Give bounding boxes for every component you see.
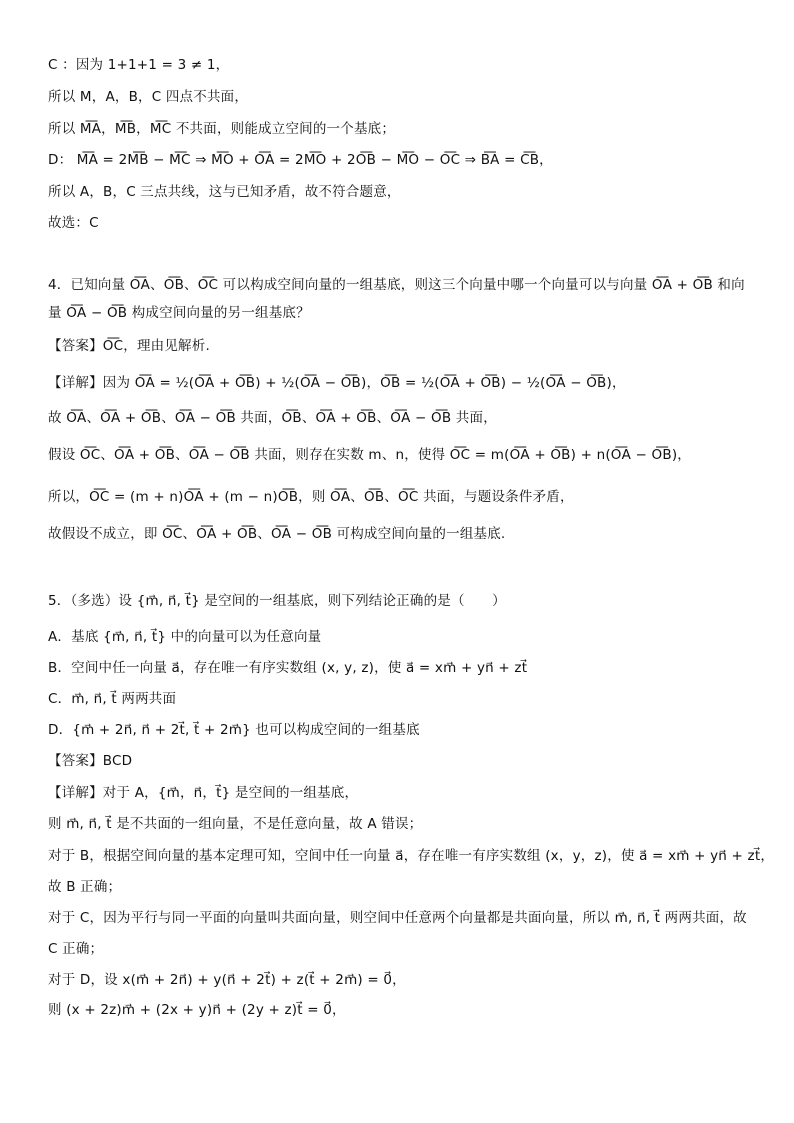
detail-5-line-1: 【详解】对于 A，{m⃗，n⃗，t⃗} 是空间的一组基底， [48,785,359,801]
detail-5-line-6: C 正确； [48,941,104,957]
detail-5-line-5: 对于 C，因为平行与同一平面的向量叫共面向量，则空间中任意两个向量都是共面向量，所以 m⃗, n⃗, t⃗ 两两共面，故 [48,910,747,926]
detail-5-line-2: 则 m⃗, n⃗, t⃗ 是不共面的一组向量，不是任意向量，故 A 错误； [48,816,423,832]
answer-4: 【答案】O͞C，理由见解析. [48,338,210,354]
detail-5-line-4: 故 B 正确； [48,879,122,895]
question-4-line-1: 4．已知向量 O͞A、O͞B、O͞C 可以构成空间向量的一组基底，则这三个向量中哪一个向量可以与向量 O͞A + O͞B 和向 [48,277,745,293]
detail-4-line-4: 所以，O͞C = (m + n)O͞A + (m − n)O͞B，则 O͞A、O͞B、O͞C 共面，与题设条件矛盾， [48,489,574,505]
text-line-c-reason: C ：因为 1+1+1 = 3 ≠ 1， [48,57,230,73]
option-c: C．m⃗, n⃗, t⃗ 两两共面 [48,691,177,707]
text-line-d-derivation: D： M͞A = 2M͞B − M͞C ⇒ M͞O + O͞A = 2M͞O + 2O͞B − M͞O − O͞C ⇒ B͞A = C͞B， [48,152,553,168]
option-d: D．{m⃗ + 2n⃗, n⃗ + 2t⃗, t⃗ + 2m⃗} 也可以构成空间的一组基底 [48,722,420,738]
detail-4-line-2: 故 O͞A、O͞A + O͞B、O͞A − O͞B 共面，O͞B、O͞A + O͞B、O͞A − O͞B 共面， [48,410,497,426]
detail-4-line-1: 【详解】因为 O͞A = ½(O͞A + O͞B) + ½(O͞A − O͞B)，O͞B = ½(O͞A + O͞B) − ½(O͞A − O͞B)， [48,375,626,391]
text-line-not-coplanar-points: 所以 M，A，B，C 四点不共面， [48,89,249,105]
question-5: 5．（多选）设 {m⃗, n⃗, t⃗} 是空间的一组基底，则下列结论正确的是（ ） [48,593,506,609]
text-line-answer-c: 故选：C [48,215,99,231]
text-line-collinear: 所以 A，B，C 三点共线，这与已知矛盾，故不符合题意， [48,184,401,200]
detail-5-line-7: 对于 D，设 x(m⃗ + 2n⃗) + y(n⃗ + 2t⃗) + z(t⃗ + 2m⃗) = 0⃗， [48,972,406,988]
option-a: A．基底 {m⃗, n⃗, t⃗} 中的向量可以为任意向量 [48,629,322,645]
detail-5-line-8: 则 (x + 2z)m⃗ + (2x + y)n⃗ + (2y + z)t⃗ = 0⃗， [48,1002,346,1018]
detail-4-line-5: 故假设不成立，即 O͞C、O͞A + O͞B、O͞A − O͞B 可构成空间向量的一组基底. [48,526,506,542]
detail-4-line-3: 假设 O͞C、O͞A + O͞B、O͞A − O͞B 共面，则存在实数 m、n，使得 O͞C = m(O͞A + O͞B) + n(O͞A − O͞B)， [48,447,692,463]
option-b: B．空间中任一向量 a⃗，存在唯一有序实数组 (x, y, z)，使 a⃗ = xm⃗ + yn⃗ + zt⃗ [48,660,528,676]
text-line-basis-formed: 所以 M͞A，M͞B，M͞C 不共面，则能成立空间的一个基底； [48,121,396,137]
question-4-line-2: 量 O͞A − O͞B 构成空间向量的另一组基底？ [48,305,310,321]
answer-5: 【答案】BCD [48,753,133,769]
detail-5-line-3: 对于 B，根据空间向量的基本定理可知，空间中任一向量 a⃗，存在唯一有序实数组 (x，y，z)，使 a⃗ = xm⃗ + yn⃗ + zt⃗， [48,848,775,864]
